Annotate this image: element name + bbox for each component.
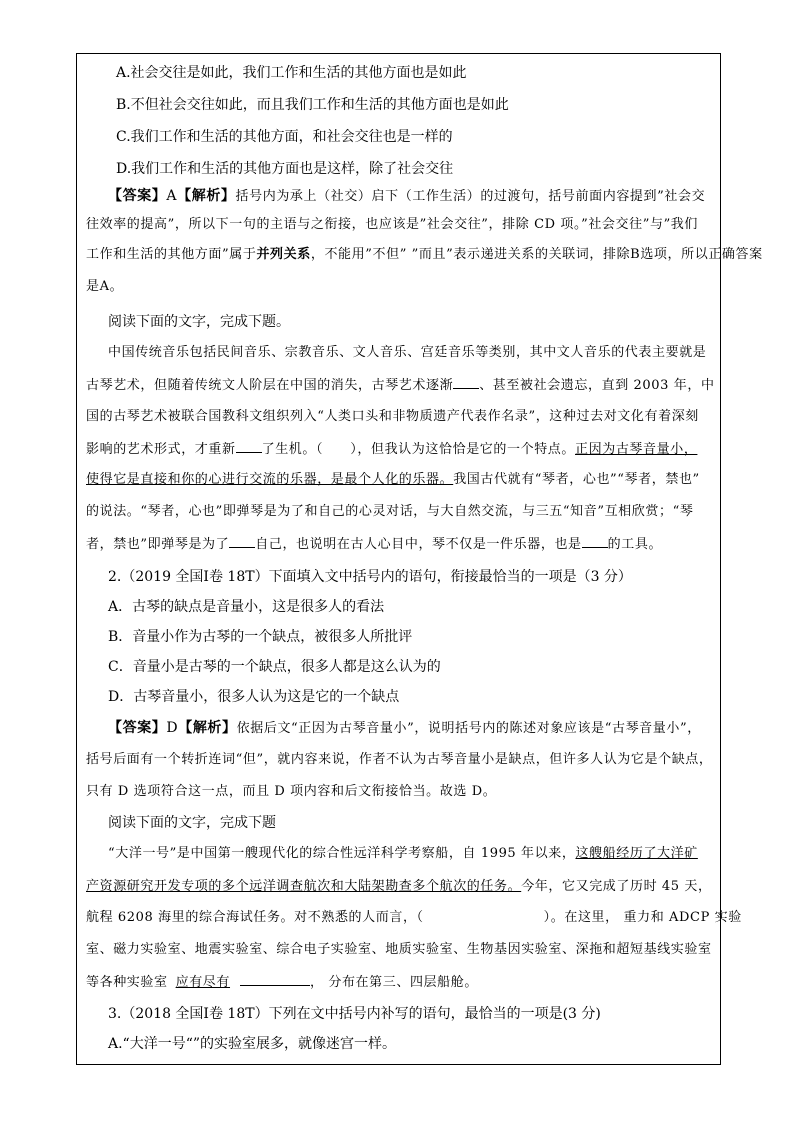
passage2-line-5 xyxy=(86,471,700,489)
q1-option-b: B.不但社会交往如此，而且我们工作和生活的其他方面也是如此 xyxy=(116,97,509,113)
blank-1 xyxy=(453,376,479,389)
passage3-underlined-2a: 产资源研究开发专项的多个远洋调查航次和大陆架勘查多个航次的任务。 xyxy=(86,879,522,894)
passage2-text-2b: 、甚至被社会遗忘，直到 2003 年，中 xyxy=(479,378,715,393)
passage2-line-7 xyxy=(86,535,662,554)
answer1-line-3 xyxy=(86,246,763,264)
answer1-line-1 xyxy=(108,187,705,206)
q2-option-d: D．古琴音量小，很多人认为这是它的一个缺点 xyxy=(108,689,400,705)
answer1-emphasis: 并列关系 xyxy=(256,247,311,262)
passage3-text-5a: 等各种实验室 xyxy=(86,975,168,990)
answer1-text-3a: 工作和生活的其他方面”属于 xyxy=(86,247,257,262)
passage2-line-1: 中国传统音乐包括民间音乐、宗教音乐、文人音乐、宫廷音乐等类别，其中文人音乐的代表主要就是 xyxy=(108,345,707,360)
answer-tag: 【答案】 xyxy=(108,720,167,736)
analysis-tag: 【解析】 xyxy=(178,720,237,736)
passage3-line-1 xyxy=(108,845,698,863)
passage2-text-7b: 自己，也说明在古人心目中，琴不仅是一件乐器，也是 xyxy=(255,537,582,552)
passage3-text-2b: 今年，它又完成了历时 45 天， xyxy=(521,879,712,894)
q1-option-a: A.社会交往是如此，我们工作和生活的其他方面也是如此 xyxy=(116,65,467,81)
passage3-line-5 xyxy=(86,973,478,992)
q2-option-b: B．音量小作为古琴的一个缺点，被很多人所批评 xyxy=(108,629,413,645)
passage3-text-3a: 航程 6208 海里的综合海试任务。对不熟悉的人而言，（ xyxy=(86,910,424,925)
passage2-intro: 阅读下面的文字，完成下题。 xyxy=(108,314,290,330)
passage2-line-4 xyxy=(86,440,697,459)
answer1-text-3c: ，不能用”不但” ”而且”表示递进关系的关联词，排除B选项，所以正确答案 xyxy=(310,247,763,262)
answer2-line-1 xyxy=(108,719,701,738)
passage3-line-4: 室、磁力实验室、地震实验室、综合电子实验室、地质实验室、生物基因实验室、深拖和超短基线实验室 xyxy=(86,942,712,957)
answer-letter: D xyxy=(166,720,179,736)
passage2-text-7a: 者，禁也”即弹琴是为了 xyxy=(86,537,230,552)
q1-option-d: D.我们工作和生活的其他方面也是这样，除了社会交往 xyxy=(116,161,454,177)
q3-stem: 3.（2018 全国Ⅰ卷 18T）下列在文中括号内补写的语句，最恰当的一项是(3 分) xyxy=(108,1006,601,1022)
q3-option-a: A.“大洋一号“”的实验室展多，就像迷宫一样。 xyxy=(108,1036,397,1052)
passage2-text-5b: 我国古代就有“琴者，心也”“琴者，禁也” xyxy=(453,472,700,487)
blank-5 xyxy=(240,973,310,986)
answer2-text-1: 依据后文“正因为古琴音量小”，说明括号内的陈述对象应该是“古琴音量小”， xyxy=(236,721,701,736)
passage3-text-3b: ）。在这里， 重力和 ADCP 实验 xyxy=(543,910,742,925)
answer2-line-2: 括号后面有一个转折连词“但”，就内容来说，作者不认为古琴音量小是缺点，但许多人认为它是个缺点， xyxy=(86,752,713,767)
blank-3 xyxy=(229,535,255,548)
passage3-underlined-1b: 这艘船经历了大洋矿 xyxy=(575,846,698,861)
answer1-line-4: 是A。 xyxy=(86,279,124,294)
q2-option-c: C．音量小是古琴的一个缺点，很多人都是这么认为的 xyxy=(108,659,441,675)
passage2-text-4a: 影响的艺术形式，才重新 xyxy=(86,442,236,457)
q1-option-c: C.我们工作和生活的其他方面，和社会交往也是一样的 xyxy=(116,129,453,145)
passage3-underlined-5b: 应有尽有 xyxy=(175,975,231,990)
passage2-line-2 xyxy=(86,376,715,395)
q2-option-a: A．古琴的缺点是音量小，这是很多人的看法 xyxy=(108,599,385,615)
passage2-text-7c: 的工具。 xyxy=(607,537,663,552)
passage3-line-2 xyxy=(86,878,712,896)
analysis-tag: 【解析】 xyxy=(177,188,236,204)
passage2-underlined-5a: 使得它是直接和你的心进行交流的乐器，是最个人化的乐器。 xyxy=(86,472,454,487)
answer1-text-1: 括号内为承上（社交）启下（工作生活）的过渡句，括号前面内容提到”社会交 xyxy=(235,189,706,204)
passage3-text-1a: “大洋一号”是中国第一艘现代化的综合性远洋科学考察船，自 1995 年以来， xyxy=(108,846,576,861)
blank-2 xyxy=(236,440,262,453)
passage3-text-5c: ， 分布在第三、四层船舱。 xyxy=(310,975,478,990)
passage2-underlined-4c: 正因为古琴音量小， xyxy=(575,442,698,457)
passage2-line-6: 的说法。“琴者，心也”即弹琴是为了和自己的心灵对话，与大自然交流，与三五“知音”互相欣赏；“琴 xyxy=(86,504,694,519)
blank-4 xyxy=(582,535,608,548)
answer-letter: A xyxy=(166,188,178,204)
passage2-text-2a: 古琴艺术，但随着传统文人阶层在中国的消失，古琴艺术逐渐 xyxy=(86,378,454,393)
passage2-line-3: 国的古琴艺术被联合国教科文组织列入“人类口头和非物质遗产代表作名录”，这种过去对文化有着深刻 xyxy=(86,409,699,424)
passage2-text-4b: 了生机。（ ），但我认为这恰恰是它的一个特点。 xyxy=(261,442,576,457)
passage3-line-3 xyxy=(86,909,742,927)
answer2-line-3: 只有 D 选项符合这一点，而且 D 项内容和后文衔接恰当。故选 D。 xyxy=(86,784,497,799)
passage3-intro: 阅读下面的文字，完成下题 xyxy=(108,815,276,831)
q2-stem: 2.（2019 全国Ⅰ卷 18T）下面填入文中括号内的语句，衔接最恰当的一项是（3 分） xyxy=(108,569,632,585)
answer1-line-2: 往效率的提高”，所以下一句的主语与之衔接，也应该是”社会交往”，排除 CD 项。”社会交往”与”我们 xyxy=(86,217,699,232)
answer-tag: 【答案】 xyxy=(108,188,167,204)
